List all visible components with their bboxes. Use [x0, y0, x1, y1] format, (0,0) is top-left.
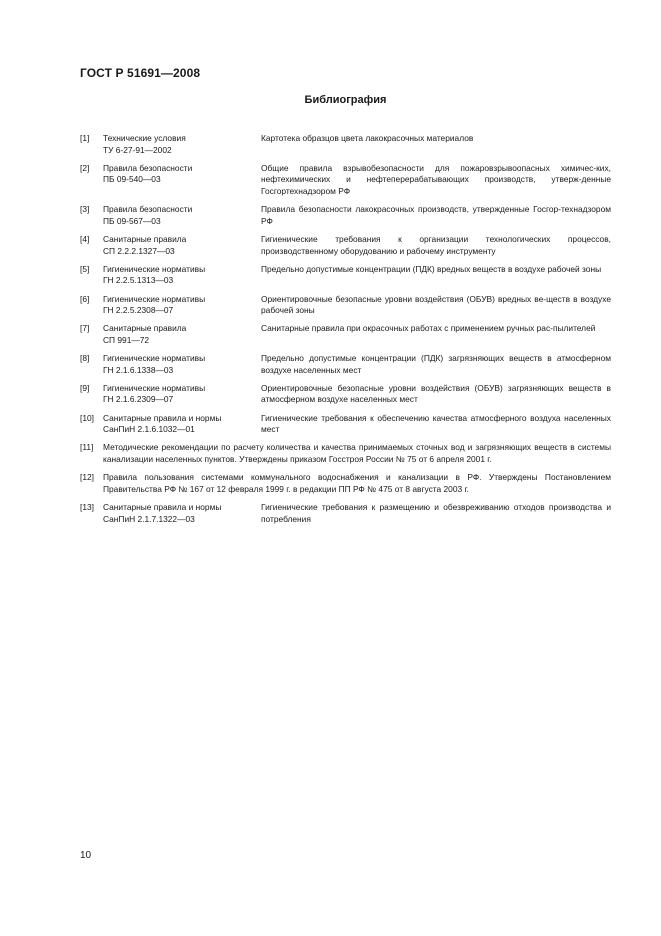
source-type: Санитарные правила и нормы — [103, 501, 222, 512]
entry-description: Предельно допустимые концентрации (ПДК) загрязняющих веществ в атмосферном воздухе населенных мест — [261, 353, 611, 375]
entry-description: Картотека образцов цвета лакокрасочных материалов — [261, 133, 474, 143]
entry-number: [5] — [80, 263, 90, 274]
entry-number: [2] — [80, 162, 90, 173]
entry-source — [103, 264, 261, 287]
bibliography-entry — [80, 383, 611, 406]
entry-source — [103, 133, 261, 156]
bibliography-entry — [80, 502, 611, 525]
source-type: Санитарные правила и нормы — [103, 412, 222, 423]
entry-full-text: Методические рекомендации по расчету количества и качества принимаемых сточных вод и загрязняющих веществ в системы канализации населенных пунктов. Утверждены приказом Госстроя России № 75 от 6 апреля 2001 г. — [103, 442, 611, 464]
source-type: Гигиенические нормативы — [103, 293, 206, 304]
entry-source — [103, 413, 261, 436]
source-type: Гигиенические нормативы — [103, 353, 206, 364]
source-type: Гигиенические нормативы — [103, 263, 206, 274]
entry-description: Ориентировочные безопасные уровни воздействия (ОБУВ) вредных ве-ществ в воздухе рабочей зоны — [261, 293, 611, 316]
entry-number: [9] — [80, 382, 90, 393]
bibliography-entry — [80, 204, 611, 227]
entry-source — [103, 323, 261, 346]
entry-description: Общие правила взрывобезопасности для пожаровзрывоопасных химичес-ких, нефтехимических и нефтеперерабатывающих производств, утверж-денные Госгортехнадзором РФ — [261, 162, 611, 196]
entry-source — [103, 234, 261, 257]
entry-description: Ориентировочные безопасные уровни воздействия (ОБУВ) загрязняющих веществ в атмосферном воздухе населенных мест — [261, 382, 611, 405]
page-number: 10 — [80, 850, 92, 861]
entry-number: [11] — [80, 442, 94, 453]
entry-number: [12] — [80, 472, 94, 483]
source-code: СанПиН 2.1.7.1322—03 — [103, 513, 195, 524]
bibliography-entry — [80, 413, 611, 436]
bibliography-entry — [80, 294, 611, 317]
source-code: СП 2.2.2.1327—03 — [103, 245, 175, 256]
source-type: Правила безопасности — [103, 162, 193, 173]
source-type: Гигиенические нормативы — [103, 382, 206, 393]
source-code: ГН 2.1.6.1338—03 — [103, 364, 174, 375]
bibliography-entry — [80, 442, 611, 465]
source-code: ГН 2.2.5.2308—07 — [103, 305, 174, 316]
source-code: ГН 2.2.5.1313—03 — [103, 275, 174, 286]
entry-description: Предельно допустимые концентрации (ПДК) вредных веществ в воздухе рабочей зоны — [261, 263, 602, 274]
source-type: Технические условия — [103, 133, 186, 143]
entry-number: [6] — [80, 293, 90, 304]
entry-source — [103, 294, 261, 317]
bibliography-entry — [80, 133, 611, 156]
bibliography-entry — [80, 163, 611, 198]
bibliography-entry — [80, 353, 611, 376]
entry-number: [8] — [80, 353, 90, 364]
entry-description: Гигиенические требования к размещению и обезвреживанию отходов производства и потребления — [261, 501, 611, 524]
entry-source — [103, 502, 261, 525]
entry-source — [103, 204, 261, 227]
entry-number: [7] — [80, 323, 90, 334]
entry-description: Гигиенические требования к обеспечению качества атмосферного воздуха населенных мест — [261, 412, 611, 435]
entry-number: [3] — [80, 204, 90, 215]
entry-number: [10] — [80, 412, 94, 423]
source-code: ТУ 6-27-91—2002 — [103, 144, 172, 155]
bibliography-entry — [80, 264, 611, 287]
entry-description: Санитарные правила при окрасочных работах с применением ручных рас-пылителей — [261, 323, 596, 334]
bibliography-entry — [80, 234, 611, 257]
source-type: Санитарные правила — [103, 233, 187, 244]
entry-source — [103, 353, 261, 376]
source-code: ПБ 09-567—03 — [103, 215, 161, 226]
entry-source — [103, 383, 261, 406]
entry-number: [4] — [80, 233, 90, 244]
entry-description: Правила безопасности лакокрасочных производств, утвержденные Госгор-технадзором РФ — [261, 204, 611, 226]
bibliography-entry — [80, 472, 611, 495]
bibliography-list — [80, 133, 611, 532]
entry-full-text: Правила пользования системами коммунального водоснабжения и канализации в РФ. Утверждены Постановлением Правительства РФ № 167 от 12 февраля 1999 г. в редакции ПП РФ № 475 от 8 августа 2003 г. — [103, 472, 611, 494]
source-type: Санитарные правила — [103, 323, 187, 334]
entry-number: [13] — [80, 501, 94, 512]
entry-source — [103, 163, 261, 198]
source-code: ГН 2.1.6.2309—07 — [103, 394, 174, 405]
bibliography-entry — [80, 323, 611, 346]
bibliography-title: Библиография — [304, 94, 387, 106]
source-code: СП 991—72 — [103, 334, 150, 345]
document-code-header: ГОСТ Р 51691—2008 — [80, 66, 201, 80]
entry-description: Гигиенические требования к организации технологических процессов, производственному оборудованию и рабочему инструменту — [261, 233, 611, 256]
source-type: Правила безопасности — [103, 204, 193, 215]
entry-number: [1] — [80, 133, 90, 143]
source-code: СанПиН 2.1.6.1032—01 — [103, 424, 195, 435]
source-code: ПБ 09-540—03 — [103, 174, 161, 185]
